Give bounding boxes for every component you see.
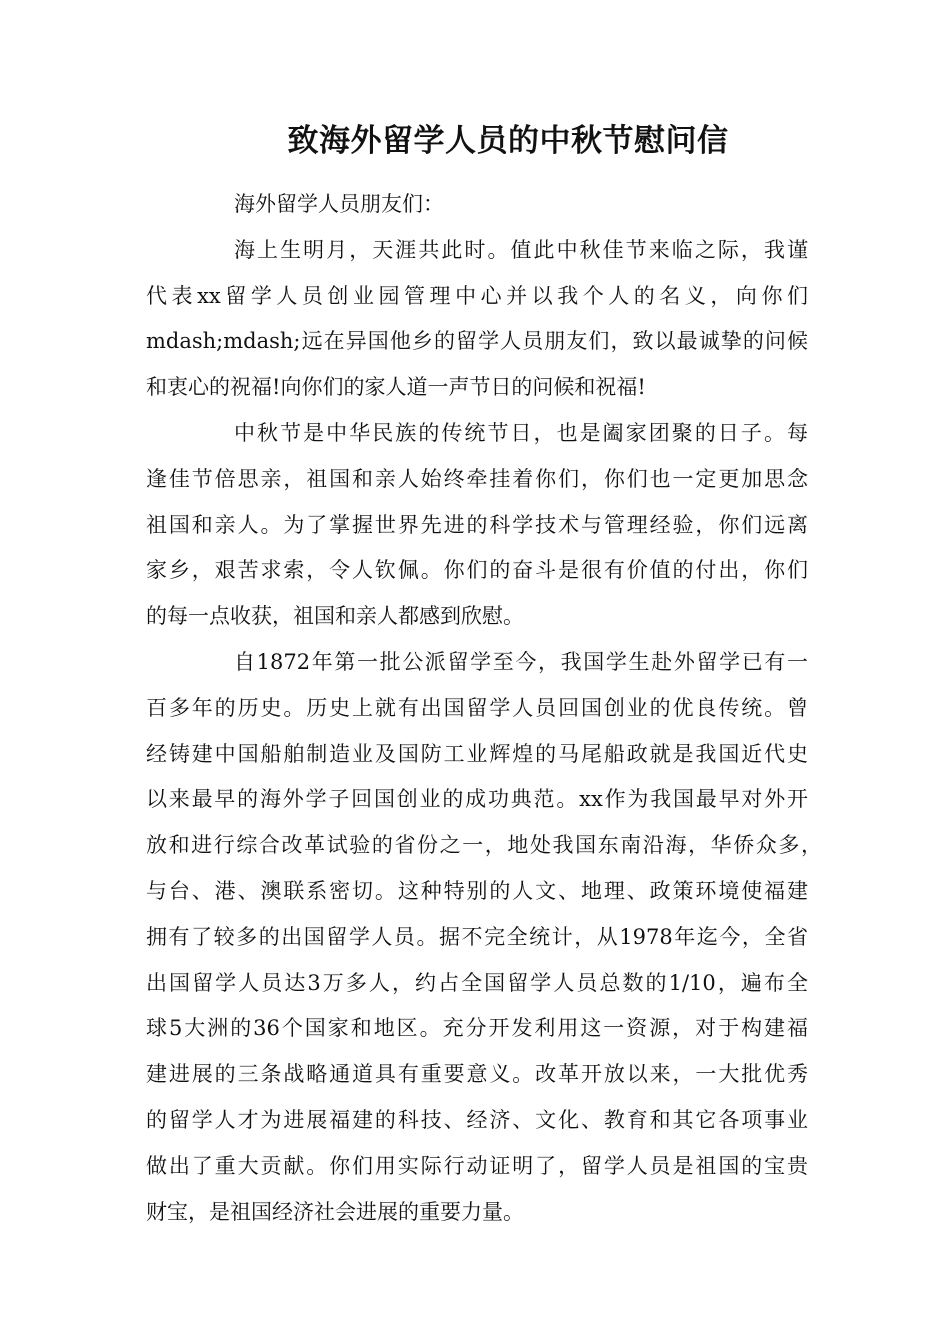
paragraph-line: mdash;mdash;远在异国他乡的留学人员朋友们，致以最诚挚的问候 [146,329,808,354]
paragraph-line: 的留学人才为进展福建的科技、经济、文化、教育和其它各项事业 [146,1107,808,1132]
paragraph-line: 做出了重大贡献。你们用实际行动证明了，留学人员是祖国的宝贵 [146,1153,808,1178]
paragraph-line: 逢佳节倍思亲，祖国和亲人始终牵挂着你们，你们也一定更加思念 [146,466,808,491]
paragraph-line: 球5大洲的36个国家和地区。充分开发利用这一资源，对于构建福 [146,1016,808,1041]
paragraph-line: 自1872年第一批公派留学至今，我国学生赴外留学已有一 [234,649,808,674]
paragraph-line: 的每一点收获，祖国和亲人都感到欣慰。 [146,604,524,629]
salutation: 海外留学人员朋友们： [234,192,444,216]
paragraph-line: 代表xx留学人员创业园管理中心并以我个人的名义，向你们 [146,283,808,308]
paragraph-line: 与台、港、澳联系密切。这种特别的人文、地理、政策环境使福建 [146,878,808,903]
paragraph-line: 财宝，是祖国经济社会进展的重要力量。 [146,1199,524,1224]
paragraph-line: 百多年的历史。历史上就有出国留学人员回国创业的优良传统。曾 [146,695,808,720]
paragraph-line: 祖国和亲人。为了掌握世界先进的科学技术与管理经验，你们远离 [146,512,808,537]
paragraph-line: 海上生明月，天涯共此时。值此中秋佳节来临之际，我谨 [234,237,808,262]
paragraph-line: 和衷心的祝福!向你们的家人道一声节日的问候和祝福! [146,375,646,400]
paragraph-line: 出国留学人员达3万多人，约占全国留学人员总数的1/10，遍布全 [146,970,808,995]
paragraph-line: 中秋节是中华民族的传统节日，也是阖家团聚的日子。每 [234,420,808,445]
paragraph-line: 放和进行综合改革试验的省份之一，地处我国东南沿海，华侨众多， [146,833,822,858]
paragraph-line: 经铸建中国船舶制造业及国防工业辉煌的马尾船政就是我国近代史 [146,741,808,766]
letter-title: 致海外留学人员的中秋节慰问信 [287,123,729,159]
letter-body [146,182,822,1235]
paragraph-line: 拥有了较多的出国留学人员。据不完全统计，从1978年迄今，全省 [146,924,808,949]
paragraph-line: 建进展的三条战略通道具有重要意义。改革开放以来，一大批优秀 [146,1062,808,1087]
paragraph-line: 家乡，艰苦求索，令人钦佩。你们的奋斗是很有价值的付出，你们 [146,558,808,583]
paragraph-line: 以来最早的海外学子回国创业的成功典范。xx作为我国最早对外开 [146,787,808,812]
